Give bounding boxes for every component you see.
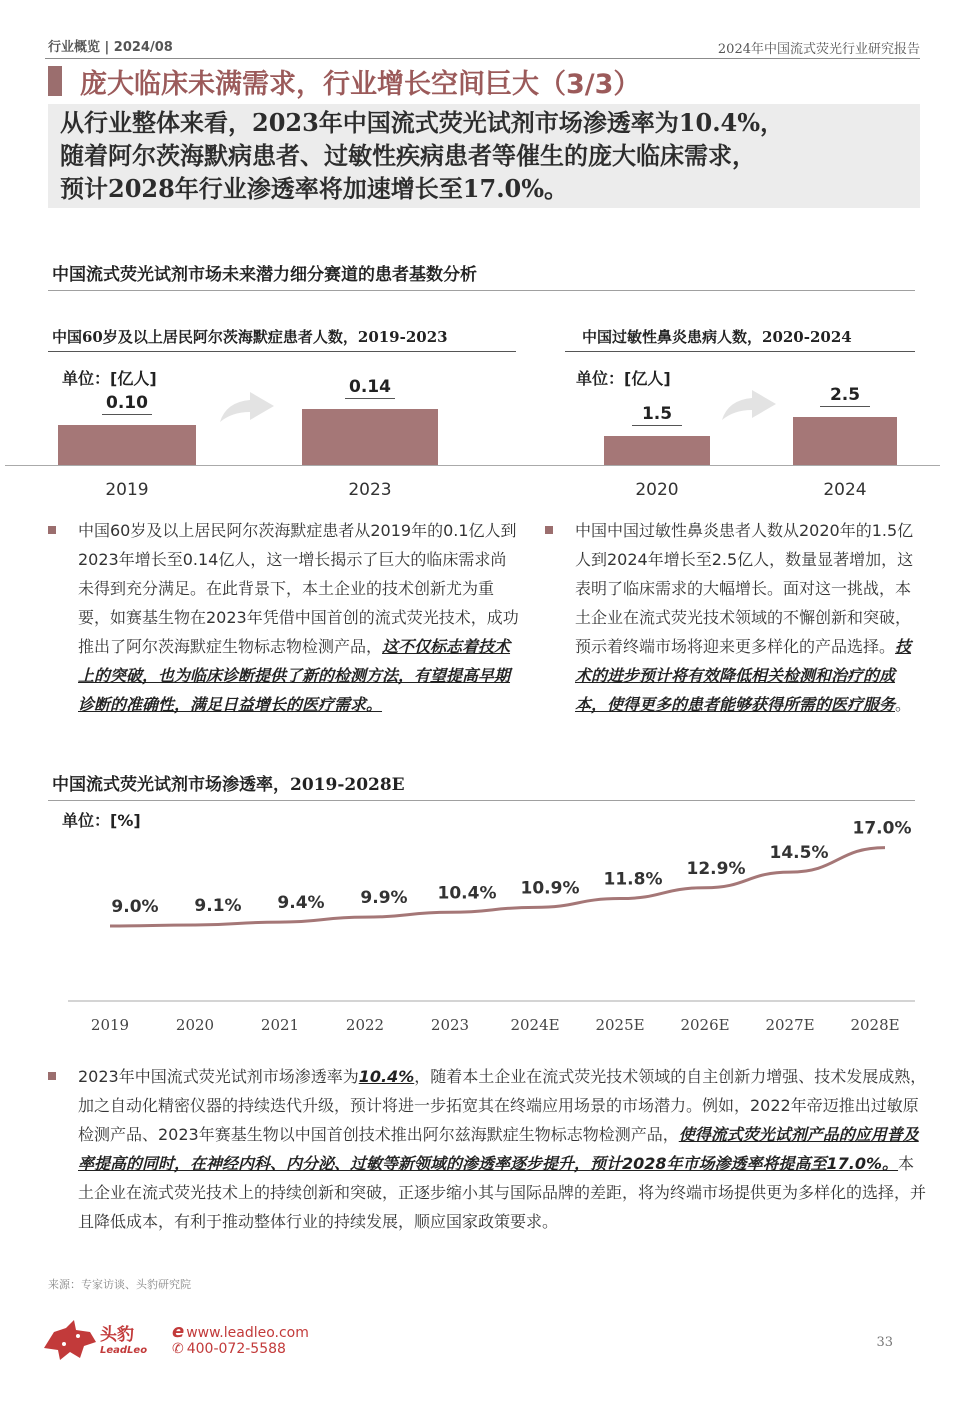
- leopard-logo-icon: [40, 1318, 98, 1362]
- bullet-text: 中国中国过敏性鼻炎患者人数从2020年的1.5亿人到2024年增长至2.5亿人，数量显著增加，这表明了临床需求的大幅增长。面对这一挑战，本土企业在流式荧光技术领域的不懈创新和突破，预示着终端市场将迎来更多样化的产品选择。技术的进步预计将有效降低相关检测和治疗的成本，使得更多的患者能够获得所需的医疗服务。: [575, 521, 914, 714]
- header-left: 行业概览 | 2024/08: [48, 40, 173, 55]
- axis-year-label: 2024E: [510, 1016, 560, 1034]
- summary-box: [48, 104, 920, 208]
- axis-year-label: 2022: [345, 1016, 385, 1034]
- axis-year-label: 2020: [635, 480, 679, 500]
- line-chart-title-rule: [48, 800, 915, 801]
- summary-line: 预计2028年行业渗透率将加速增长至17.0%。: [60, 174, 569, 203]
- point-value-label: 9.9%: [360, 888, 408, 909]
- axis-year-label: 2025E: [595, 1016, 645, 1034]
- bar-value-label: 0.10: [102, 393, 152, 415]
- chart-title-rhinitis: 中国过敏性鼻炎患病人数，2020-2024: [582, 328, 852, 346]
- line-chart-unit: 单位：[%]: [62, 811, 141, 830]
- bullet-icon: [545, 526, 553, 534]
- chart-unit: 单位：[亿人]: [576, 369, 671, 388]
- point-value-label: 10.4%: [437, 883, 497, 904]
- point-value-label: 9.4%: [277, 893, 325, 914]
- summary-line: 随着阿尔茨海默病患者、过敏性疾病患者等催生的庞大临床需求，: [60, 141, 756, 170]
- point-value-label: 10.9%: [520, 878, 580, 899]
- source-note: 来源：专家访谈、头豹研究院: [48, 1278, 191, 1291]
- phone-icon: ✆: [172, 1341, 184, 1357]
- bar-2019: [58, 425, 196, 465]
- bar-axis-line: [5, 465, 940, 466]
- section-heading: 中国流式荧光试剂市场未来潜力细分赛道的患者基数分析: [52, 265, 477, 285]
- logo-text-en: LeadLeo: [100, 1345, 148, 1356]
- contact-phone: ✆ 400-072-5588: [172, 1341, 286, 1357]
- bar-2024: [793, 417, 897, 465]
- header-right: 2024年中国流式荧光行业研究报告: [717, 42, 920, 57]
- point-value-label: 11.8%: [603, 869, 663, 890]
- section-divider: [48, 290, 915, 291]
- bar-value-label: 0.14: [345, 377, 395, 399]
- growth-arrow-icon: [218, 388, 276, 424]
- point-value-label: 17.0%: [852, 818, 912, 839]
- bullet-icon: [48, 526, 56, 534]
- line-chart-penetration: [0, 810, 965, 1040]
- header-divider: [45, 58, 920, 59]
- bar-2020: [604, 436, 710, 465]
- axis-year-label: 2019: [90, 1016, 130, 1034]
- axis-year-label: 2019: [105, 480, 149, 500]
- axis-year-label: 2028E: [850, 1016, 900, 1034]
- point-value-label: 14.5%: [769, 843, 829, 864]
- title-marker: [48, 66, 62, 96]
- bar-2023: [302, 409, 438, 465]
- growth-arrow-icon: [720, 386, 778, 422]
- page-number: 33: [876, 1335, 893, 1350]
- axis-year-label: 2026E: [680, 1016, 730, 1034]
- line-chart-title: 中国流式荧光试剂市场渗透率，2019-2028E: [52, 775, 405, 795]
- axis-year-label: 2024: [823, 480, 867, 500]
- contact-website[interactable]: e www.leadleo.com: [172, 1321, 309, 1342]
- axis-year-label: 2020: [175, 1016, 215, 1034]
- chart-title-rule: [48, 351, 516, 352]
- bullet-rhinitis: [545, 516, 925, 719]
- bullet-text: 2023年中国流式荧光试剂市场渗透率为10.4%，随着本土企业在流式荧光技术领域的自主创新力增强、技术发展成熟，加之自动化精密仪器的持续迭代升级，预计将进一步拓宽其在终端应用场景的市场潜力。例如，2022年帝迈推出过敏原检测产品、2023年赛基生物以中国首创技术推出阿尔兹海默症生物标志物检测产品，使得流式荧光试剂产品的应用普及率提高的同时，在神经内科、内分泌、过敏等新领域的渗透率逐步提升，预计2028年市场渗透率将提高至17.0%。本土企业在流式荧光技术上的持续创新和突破，正逐步缩小其与国际品牌的差距，将为终端市场提供更为多样化的选择，并且降低成本，有利于推动整体行业的持续发展，顺应国家政策要求。: [78, 1067, 927, 1231]
- bar-value-label: 1.5: [632, 404, 682, 426]
- axis-year-label: 2021: [260, 1016, 300, 1034]
- chart-title-rule: [565, 351, 915, 352]
- point-value-label: 9.0%: [111, 897, 159, 917]
- point-value-label: 12.9%: [686, 858, 746, 879]
- point-value-label: 9.1%: [194, 896, 242, 917]
- axis-year-label: 2023: [348, 480, 392, 500]
- bullet-summary: [48, 1062, 928, 1236]
- page-title: 庞大临床未满需求，行业增长空间巨大（3/3）: [80, 69, 641, 100]
- bar-value-label: 2.5: [820, 385, 870, 407]
- axis-year-label: 2027E: [765, 1016, 815, 1034]
- web-icon: e: [172, 1321, 185, 1342]
- summary-line: 从行业整体来看，2023年中国流式荧光试剂市场渗透率为10.4%，: [60, 108, 785, 137]
- chart-unit: 单位：[亿人]: [62, 369, 157, 388]
- bullet-text: 中国60岁及以上居民阿尔茨海默症患者从2019年的0.1亿人到2023年增长至0.14亿人，这一增长揭示了巨大的临床需求尚未得到充分满足。在此背景下，本土企业的技术创新尤为重要，如赛基生物在2023年凭借中国首创的流式荧光技术，成功推出了阿尔茨海默症生物标志物检测产品，这不仅标志着技术上的突破，也为临床诊断提供了新的检测方法，有望提高早期诊断的准确性，满足日益增长的医疗需求。: [78, 521, 519, 714]
- bullet-alzheimer: [48, 516, 520, 719]
- logo-text-cn: 头豹: [100, 1325, 134, 1345]
- axis-year-label: 2023: [430, 1016, 470, 1034]
- bullet-icon: [48, 1072, 56, 1080]
- chart-title-alzheimer: 中国60岁及以上居民阿尔茨海默症患者人数，2019-2023: [52, 328, 448, 346]
